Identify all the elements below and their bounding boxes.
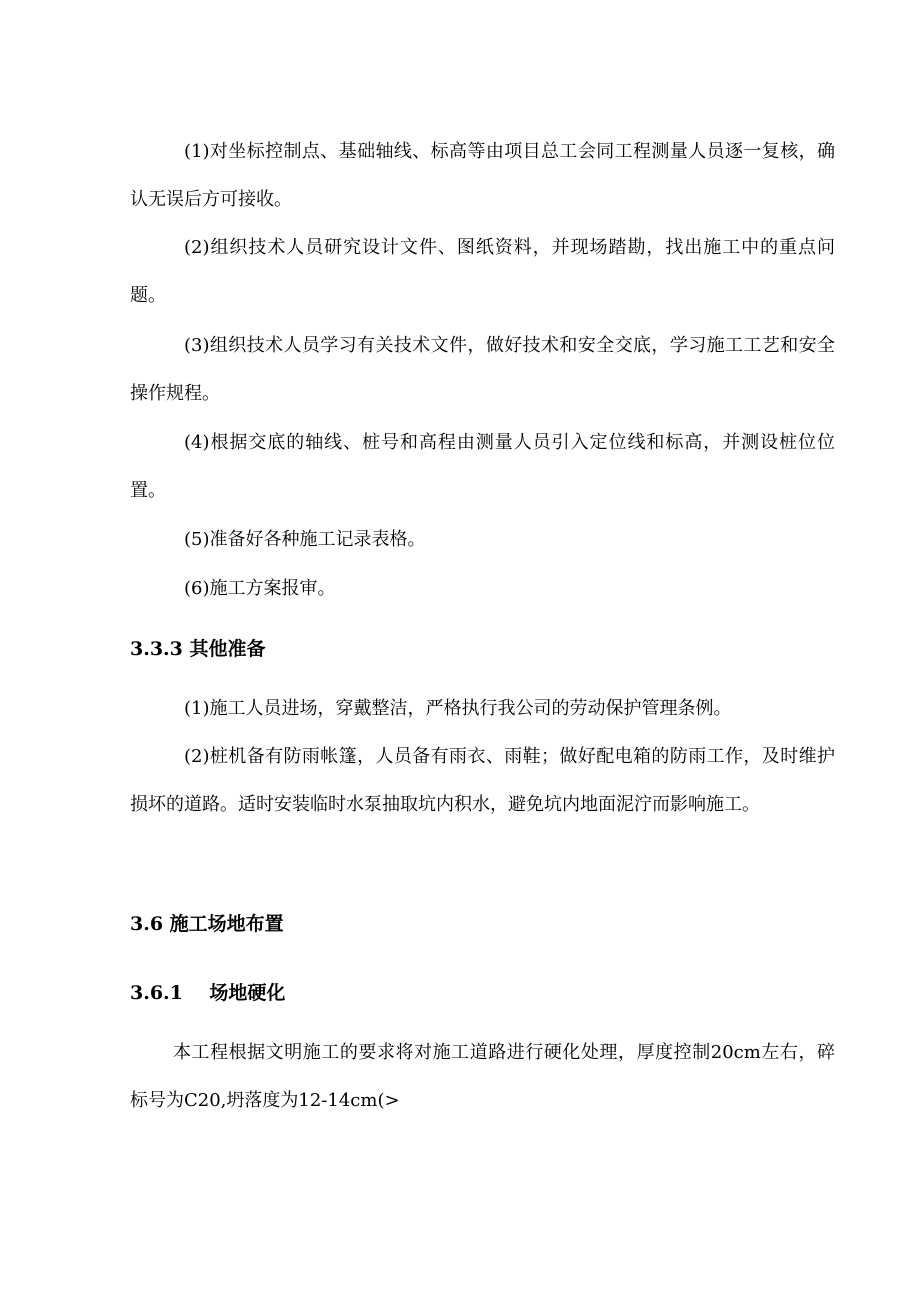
paragraph-personnel-entry: (1)施工人员进场，穿戴整洁，严格执行我公司的劳动保护管理条例。 [184, 698, 732, 719]
paragraph-road-hardening: 本工程根据文明施工的要求将对施工道路进行硬化处理，厚度控制20cm左右，碎标号为C20,坍落度为12-14cm(> [130, 1042, 835, 1111]
paragraph-technical-briefing: (3)组织技术人员学习有关技术文件，做好技术和安全交底，学习施工工艺和安全操作规程。 [130, 335, 835, 404]
section-heading-site-hardening: 3.6.1 场地硬化 [130, 982, 286, 1004]
paragraph-coordinate-check: (1)对坐标控制点、基础轴线、标高等由项目总工会同工程测量人员逐一复核，确认无误后方可接收。 [130, 141, 835, 210]
paragraph-record-forms: (5)准备好各种施工记录表格。 [184, 529, 426, 550]
paragraph-positioning: (4)根据交底的轴线、桩号和高程由测量人员引入定位线和标高，并测设桩位位置。 [130, 432, 835, 501]
paragraph-rain-protection: (2)桩机备有防雨帐篷，人员备有雨衣、雨鞋；做好配电箱的防雨工作，及时维护损坏的道路。适时安装临时水泵抽取坑内积水，避免坑内地面泥泞而影响施工。 [130, 746, 835, 815]
section-heading-other-preparation: 3.3.3 其他准备 [130, 638, 266, 660]
section-heading-site-layout: 3.6 施工场地布置 [130, 913, 284, 935]
paragraph-plan-approval: (6)施工方案报审。 [184, 578, 336, 599]
paragraph-study-design: (2)组织技术人员研究设计文件、图纸资料，并现场踏勘，找出施工中的重点问题。 [130, 237, 835, 306]
